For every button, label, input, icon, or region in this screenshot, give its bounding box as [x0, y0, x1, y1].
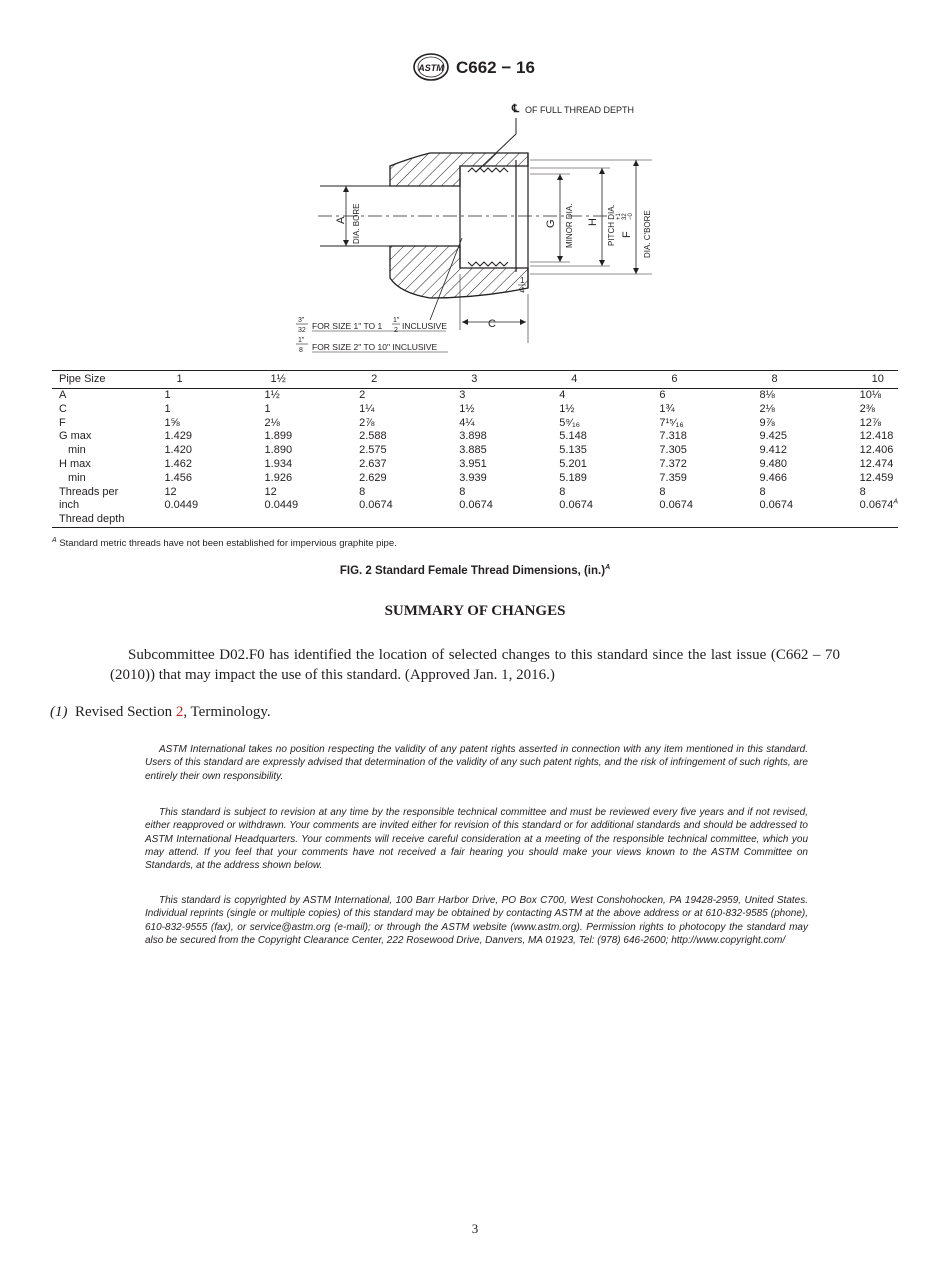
- table-cell: 12⅞: [859, 416, 882, 429]
- row-label: Threads per: [59, 485, 119, 498]
- thread-dimensions-table: [52, 370, 898, 528]
- table-cell: [759, 513, 859, 527]
- table-cell: 9.480: [759, 457, 788, 470]
- svg-text:ASTM: ASTM: [418, 63, 444, 73]
- table-cell: 5.201: [559, 457, 587, 470]
- table-cell: 8: [559, 485, 566, 498]
- svg-text:F: F: [621, 231, 633, 238]
- table-row: [52, 430, 898, 444]
- table-cell: 5.189: [559, 471, 587, 484]
- column-header: 3: [459, 371, 559, 389]
- table-cell: 1.420: [164, 444, 192, 457]
- table-cell: 12.406: [859, 444, 894, 457]
- table-cell: 3: [459, 389, 466, 401]
- table-cell: 1.934: [264, 457, 293, 470]
- table-cell: [265, 513, 360, 527]
- svg-text:℄: ℄: [512, 103, 520, 115]
- section-heading: SUMMARY OF CHANGES: [384, 603, 566, 619]
- table-cell: [164, 513, 264, 527]
- svg-text:INCLUSIVE: INCLUSIVE: [402, 321, 447, 331]
- table-row: [52, 499, 898, 513]
- table-cell: [359, 513, 459, 527]
- table-row: [52, 486, 898, 500]
- svg-text:C: C: [488, 318, 496, 330]
- table-cell: 1½: [264, 389, 280, 401]
- column-header: 6: [659, 371, 759, 389]
- table-cell: 12.418: [859, 430, 894, 443]
- table-cell: 1.899: [264, 430, 293, 443]
- table-cell: 1½: [559, 402, 575, 415]
- copyright-notice: This standard is copyrighted by ASTM International, 100 Barr Harbor Drive, PO Box C700, West Conshohocken, PA 19428-2959, United States. Individual reprints (single or multiple copies) of this standard may be obtained by contacting ASTM at the above address or at 610-832-9585 (phone), 610-832-9555 (fax), or service@astm.org (e-mail); or through the ASTM website (www.astm.org). Permission rights to photocopy the standard may also be secured from the Copyright Clearance Center, 222 Rosewood Drive, Danvers, MA 01923, Tel: (978) 646-2600; http://www.copyright.com/: [145, 895, 808, 946]
- table-cell: 0.0674: [559, 499, 593, 512]
- row-label: min: [68, 444, 86, 457]
- table-cell: 0.0674: [659, 499, 694, 512]
- table-cell: 0.0674: [359, 499, 393, 512]
- table-cell: 2⅞: [359, 416, 375, 429]
- column-header: 2: [359, 371, 459, 389]
- table-cell: 5⁹⁄₁₆: [559, 416, 581, 429]
- column-header: 10: [860, 371, 898, 389]
- callout-thread-depth: OF FULL THREAD DEPTH: [525, 105, 635, 115]
- table-cell: 8: [659, 485, 666, 498]
- row-label: A: [59, 389, 67, 401]
- svg-text:MINOR DIA.: MINOR DIA.: [565, 203, 574, 248]
- svg-text:1": 1": [393, 317, 400, 324]
- svg-text:DIA. C'BORE: DIA. C'BORE: [643, 210, 652, 258]
- document-designation: C662 − 16: [456, 58, 535, 77]
- svg-text:−0: −0: [628, 213, 634, 220]
- table-cell: 1: [164, 389, 171, 401]
- table-cell: 1: [164, 402, 171, 415]
- table-row: [52, 417, 898, 431]
- svg-text:32: 32: [622, 213, 628, 220]
- table-cell: 2⅛: [264, 416, 280, 429]
- table-cell: 0.0674: [459, 499, 493, 512]
- table-cell: 2.588: [359, 430, 387, 443]
- svg-text:3": 3": [298, 317, 305, 324]
- svg-text:FOR SIZE 1" TO 1: FOR SIZE 1" TO 1: [312, 321, 383, 331]
- table-cell: 3.939: [459, 471, 487, 484]
- table-cell: 10⅛: [859, 389, 882, 401]
- table-cell: 8⅛: [759, 389, 775, 401]
- table-cell: 1.926: [264, 471, 293, 484]
- table-cell: 2: [359, 389, 366, 401]
- table-cell: 7.372: [659, 457, 687, 470]
- table-cell: 8: [359, 485, 366, 498]
- table-cell: 1⅝: [164, 416, 180, 429]
- table-cell: 5.148: [559, 430, 587, 443]
- section-link[interactable]: 2: [175, 704, 184, 720]
- patent-notice: ASTM International takes no position respecting the validity of any patent rights asserted in connection with any item mentioned in this standard. Users of this standard are expressly advised that determination of the validity of any such patent rights, and the risk of infringement of such rights, are entirely their own responsibility.: [145, 744, 808, 782]
- table-cell: 6: [659, 389, 666, 401]
- table-cell: 0.0449: [164, 499, 199, 512]
- table-cell: 2⅜: [859, 402, 875, 415]
- table-cell: 2.637: [359, 457, 387, 470]
- table-footnote: $^A$ Standard metric threads have not been established for impervious graphite pipe.: [52, 536, 397, 549]
- svg-text:A: A: [335, 216, 347, 224]
- table-cell: 0.0674: [759, 499, 794, 512]
- row-label: C: [59, 402, 67, 415]
- table-row: [52, 458, 898, 472]
- table-cell: 1: [264, 402, 271, 415]
- row-label: G max: [59, 430, 92, 443]
- table-cell: [559, 513, 659, 527]
- table-cell: $0.0674^A$: [859, 498, 898, 512]
- table-cell: 7.318: [659, 430, 687, 443]
- page-number: 3: [471, 1221, 479, 1236]
- row-label: min: [68, 471, 86, 484]
- table-cell: 7¹⁵⁄₁₆: [659, 416, 684, 429]
- svg-text:+1: +1: [616, 213, 622, 220]
- thread-dimension-figure: [280, 98, 680, 360]
- row-label: H max: [59, 457, 91, 470]
- table-header-row: [52, 371, 898, 389]
- item-number: (1): [50, 704, 68, 720]
- table-cell: 1.890: [264, 444, 293, 457]
- svg-text:2: 2: [394, 327, 398, 334]
- revision-notice: This standard is subject to revision at any time by the responsible technical committee and must be reviewed every five years and if not revised, either reapproved or withdrawn. Your comments are invited either for revision of this standard or for additional standards and should be addressed to ASTM International Headquarters. Your comments will receive careful consideration at a meeting of the responsible technical committee, which you may attend. If you feel that your comments have not received a fair hearing you should make your views known to the ASTM Committee on Standards, at the address shown below.: [145, 807, 808, 872]
- column-header: 1½: [265, 371, 360, 389]
- svg-text:PITCH DIA.: PITCH DIA.: [607, 204, 616, 246]
- table-cell: 4: [559, 389, 566, 401]
- svg-text:DIA. BORE: DIA. BORE: [352, 203, 361, 244]
- table-cell: 1.462: [164, 457, 192, 470]
- table-cell: 12.459: [859, 471, 894, 484]
- footnote-marker: A: [893, 498, 898, 506]
- table-cell: 9.425: [759, 430, 788, 443]
- astm-logo-icon: [412, 52, 450, 82]
- column-header: 1: [164, 371, 264, 389]
- table-cell: 3.898: [459, 430, 487, 443]
- svg-text:FOR SIZE 2" TO 10" INCLUSIVE: FOR SIZE 2" TO 10" INCLUSIVE: [312, 342, 438, 352]
- table-cell: 12: [164, 485, 177, 498]
- table-row: [52, 472, 898, 486]
- column-header: 4: [559, 371, 659, 389]
- table-cell: 1¼: [359, 402, 375, 415]
- table-row: [52, 513, 898, 527]
- table-cell: 0.0449: [264, 499, 299, 512]
- table-row: [52, 389, 898, 403]
- svg-text:4: 4: [520, 286, 525, 295]
- svg-text:G: G: [545, 219, 557, 228]
- table-cell: 3.885: [459, 444, 487, 457]
- table-cell: 1½: [459, 402, 475, 415]
- table-cell: 8: [759, 485, 766, 498]
- row-label: Thread depth: [52, 513, 164, 527]
- table-cell: 9.466: [759, 471, 788, 484]
- table-cell: [860, 513, 898, 527]
- table-row: [52, 403, 898, 417]
- table-cell: 2⅛: [759, 402, 775, 415]
- table-cell: 12.474: [859, 457, 894, 470]
- table-cell: 2.575: [359, 444, 387, 457]
- table-cell: 4¼: [459, 416, 475, 429]
- svg-text:8: 8: [299, 347, 303, 354]
- table-cell: 5.135: [559, 444, 587, 457]
- column-header: Pipe Size: [52, 371, 164, 389]
- row-label: F: [59, 416, 66, 429]
- table-cell: 12: [264, 485, 277, 498]
- table-cell: 9⅞: [759, 416, 775, 429]
- summary-paragraph: Subcommittee D02.F0 has identified the location of selected changes to this standard since the last issue (C662 – 70 (2010)) that may impact the use of this standard. (Approved Jan. 1, 2016.): [110, 647, 840, 683]
- table-cell: [659, 513, 759, 527]
- table-cell: 8: [459, 485, 466, 498]
- table-cell: [459, 513, 559, 527]
- table-cell: 7.359: [659, 471, 687, 484]
- column-header: 8: [759, 371, 859, 389]
- table-cell: 7.305: [659, 444, 687, 457]
- table-cell: 3.951: [459, 457, 487, 470]
- table-cell: 1.429: [164, 430, 192, 443]
- table-row: [52, 444, 898, 458]
- table-cell: 9.412: [759, 444, 788, 457]
- row-label: inch: [59, 499, 80, 512]
- change-list-item: (1) Revised Section 2, Terminology.: [50, 704, 271, 720]
- table-cell: 1¾: [659, 402, 675, 415]
- svg-text:32: 32: [298, 327, 306, 334]
- svg-text:H: H: [587, 218, 599, 226]
- table-cell: 2.629: [359, 471, 387, 484]
- table-cell: 8: [859, 485, 866, 498]
- svg-text:1: 1: [520, 276, 525, 285]
- svg-text:1": 1": [298, 337, 305, 344]
- figure-caption: FIG. 2 Standard Female Thread Dimensions, $(in.)^A$: [339, 564, 611, 577]
- table-cell: 1.456: [164, 471, 192, 484]
